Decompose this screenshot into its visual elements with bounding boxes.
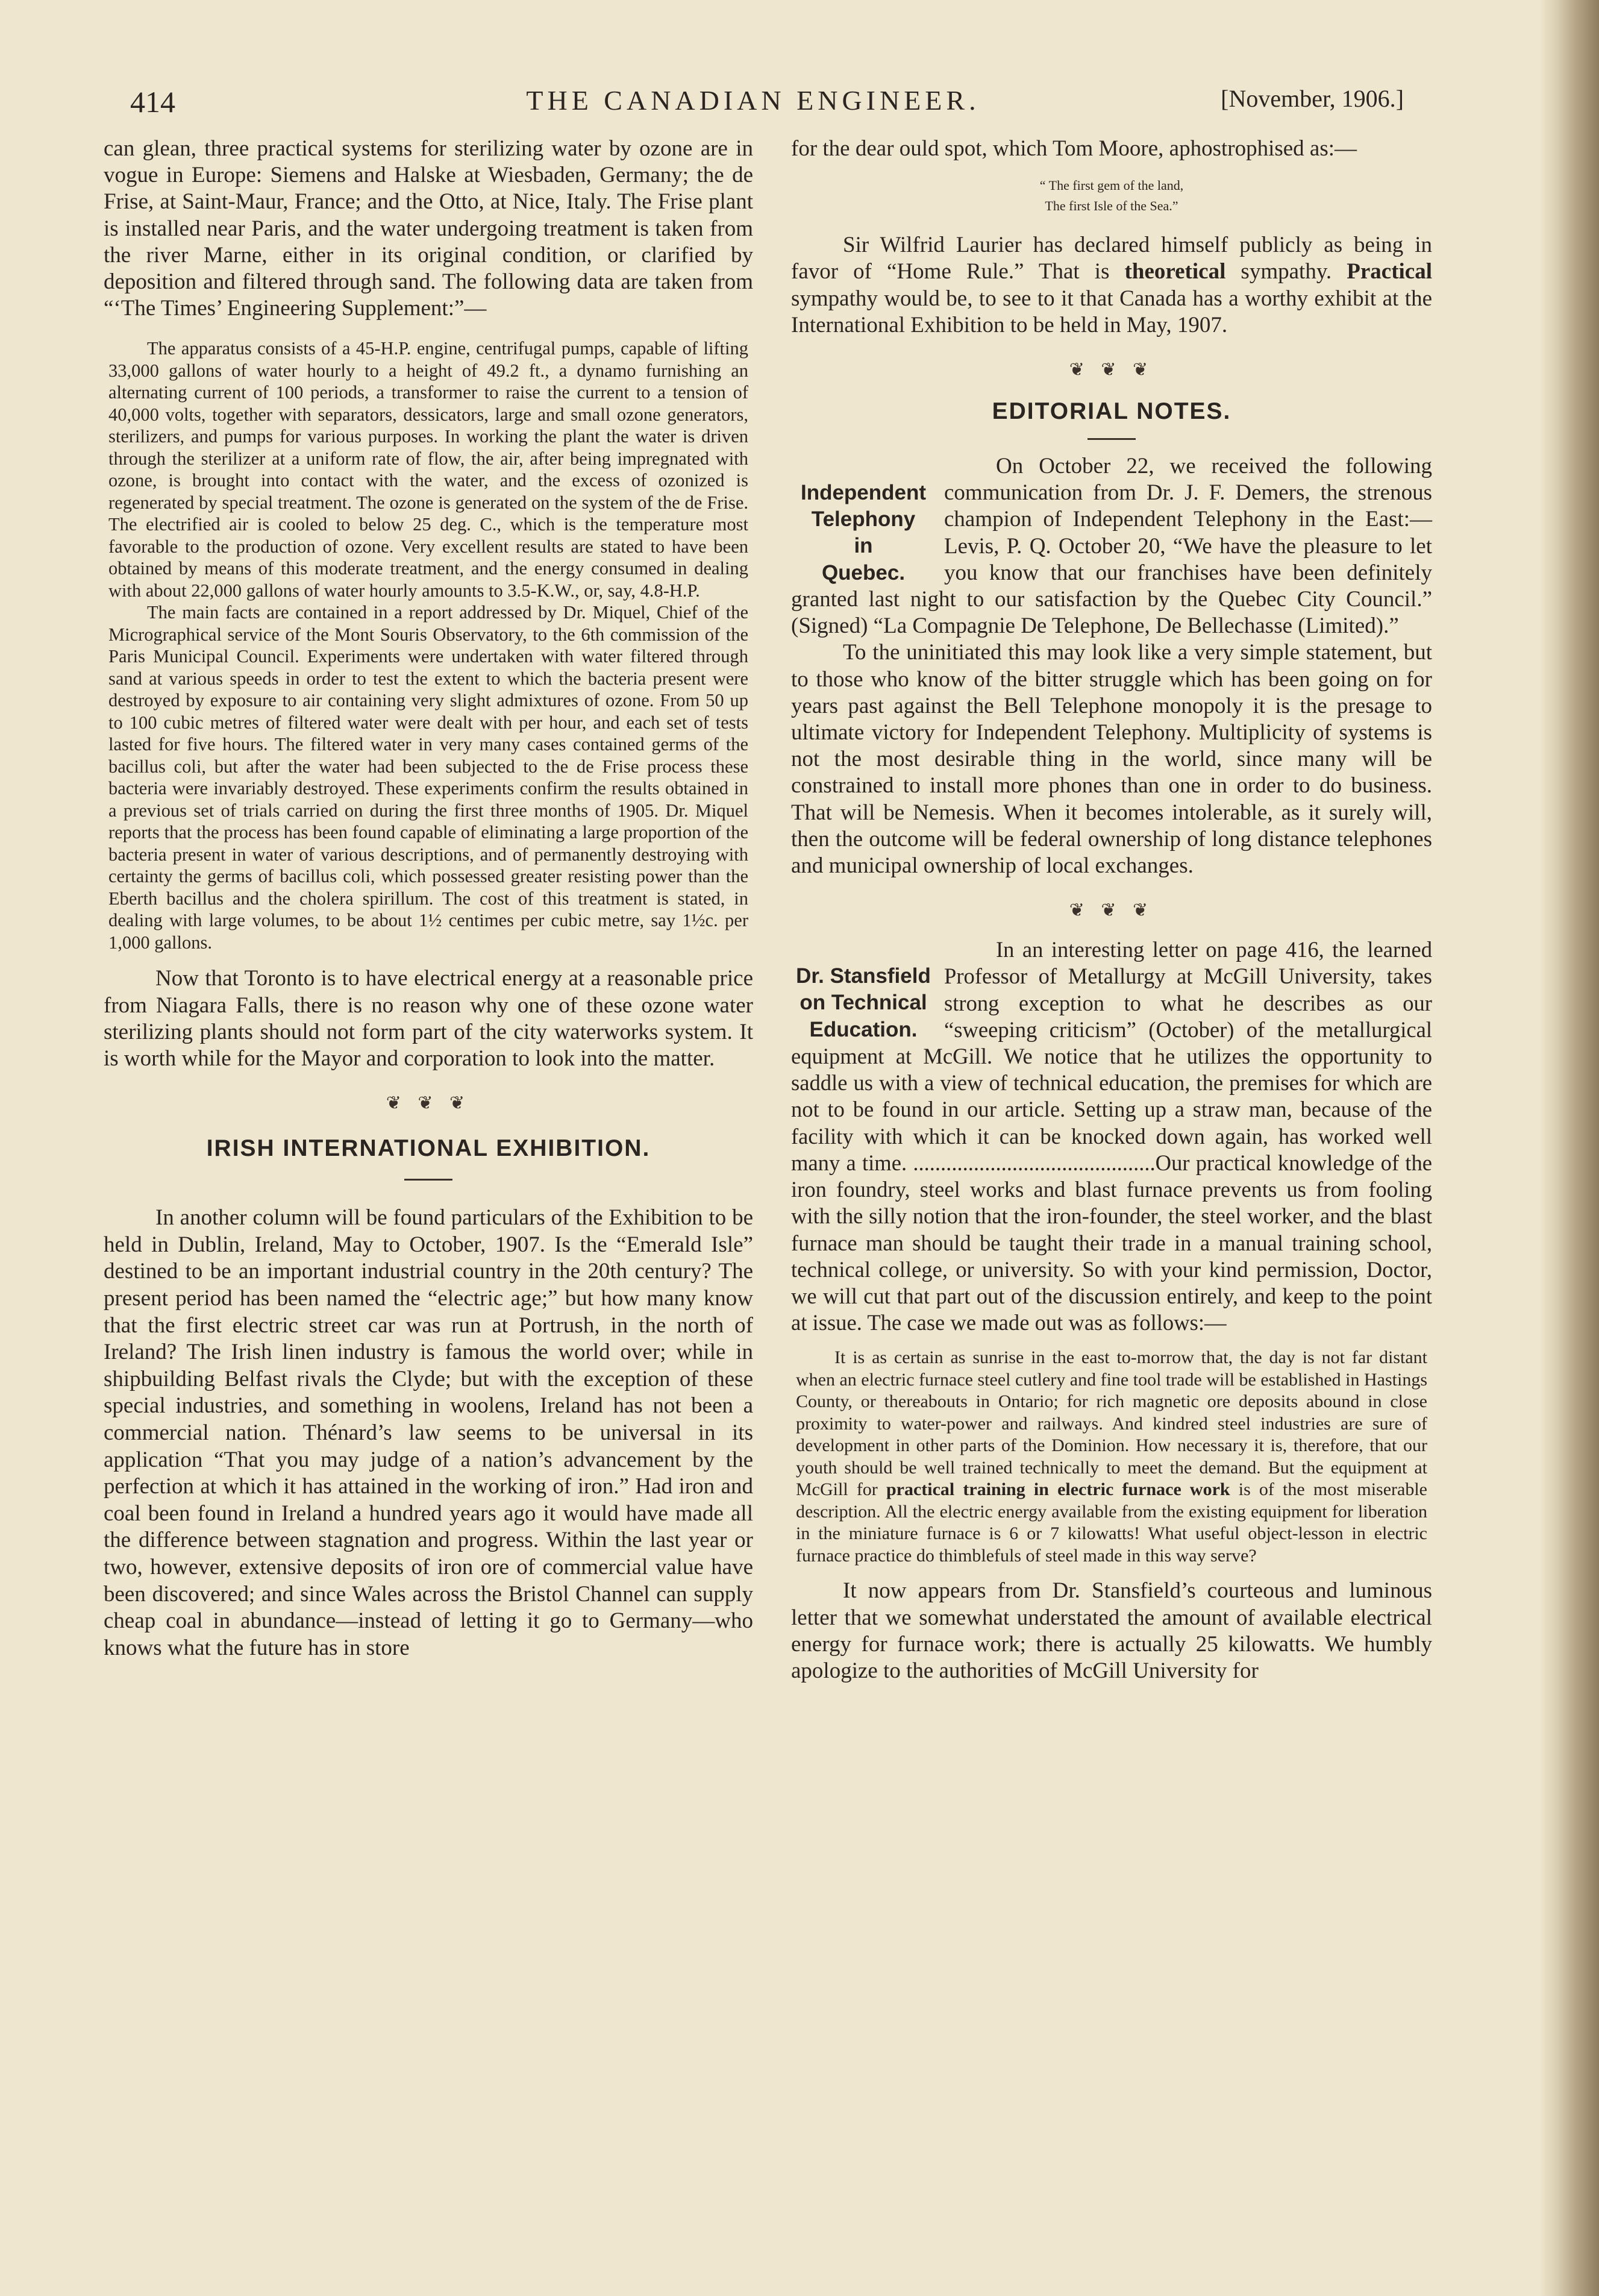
apology-paragraph: It now appears from Dr. Stansfield’s courteous and luminous letter that we somewhat understated the amount of available electrical energy for furnace work; there is actually 25 kilowatts. We humbly apologize to the authorities of McGill University for: [791, 1578, 1432, 1683]
continuation-paragraph: for the dear ould spot, which Tom Moore, aphostrophised as:—: [791, 136, 1357, 161]
poem-quote: [791, 175, 1432, 216]
irish-exhibition-heading: IRISH INTERNATIONAL EXHIBITION.: [206, 1135, 651, 1162]
poem-line: The first Isle of the Sea.”: [1045, 198, 1178, 214]
page-gutter-shadow: [1539, 0, 1599, 2296]
telephony-paragraph: On October 22, we received the following communication from Dr. J. F. Demers, the strenous champion of Independent Telephony in the East:—Levis, P. Q. October 20, “We have the pleasure to let you know that our franchises have been definitely granted last night to our satisfaction by the Quebec City Council.” (Signed) “La Compagnie De Telephone, De Bellechasse (Limited).”: [791, 454, 1432, 639]
ozone-quote-miquel: The main facts are contained in a report addressed by Dr. Miquel, Chief of the Micrographical service of the Mont Souris Observatory, to the 6th commission of the Paris Municipal Council. Experiments were undertaken with water filtered through sand at various speeds in order to test the extent to which the bacteria present were destroyed by exposure to air containing very slight admixtures of ozone. From 50 up to 100 cubic metres of filtered water were dealt with per hour, and each set of tests lasted for five hours. The filtered water in very many cases contained germs of the bacillus coli, but after the water had been subjected to the de Frise process these bacteria were invariably destroyed. These experiments confirm the results obtained in a previous set of trials carried on during the first three months of 1905. Dr. Miquel reports that the process has been found capable of eliminating a large proportion of the bacteria present in water of various descriptions, and of permanently destroying with certainty the germs of bacillus coli, which possessed greater resisting power than the Eberth bacillus and the cholera spirillum. The cost of this treatment is stated, in dealing with large volumes, to be about 1½ centimes per cubic metre, say 1½c. per 1,000 gallons.: [108, 602, 748, 953]
issue-date: [November, 1906.]: [1221, 85, 1404, 112]
section-ornament: ❦ ❦ ❦: [1069, 360, 1154, 380]
stansfield-paragraph: In an interesting letter on page 416, the learned Professor of Metallurgy at McGill University, takes strong exception to what he describes as our “sweeping criticism” (October) of the metallurgical equipment at McGill. We notice that he utilizes the opportunity to saddle us with a view of technical education, the premises for which are not to be found in our article. Setting up a straw man, because of the facility with which it can be knocked down again, has worked well many a time. ............................................Our practical knowledge of the iron foundry, steel works and blast furnace prevents us from fooling with the silly notion that the iron-founder, the steel worker, and the blast furnace man should be taught their trade in a manual training school, technical college, or university. So with your kind permission, Doctor, we will cut that part out of the discussion entirely, and keep to the point at issue. The case we made out was as follows:—: [791, 937, 1432, 1335]
side-heading-stansfield: Dr. Stansfield on Technical Education.: [796, 964, 931, 1041]
section-ornament: ❦ ❦ ❦: [386, 1093, 471, 1114]
left-column: [104, 136, 753, 1661]
poem-line: “ The first gem of the land,: [1039, 178, 1184, 193]
page-header: [102, 78, 1404, 121]
ozone-quote-apparatus: The apparatus consists of a 45-H.P. engine, centrifugal pumps, capable of lifting 33,000 gallons of water hourly to a height of 49.2 ft., a dynamo furnishing an alternating current of 100 periods, a transformer to raise the current to a tension of 40,000 volts, together with separators, dessicators, large and small ozone generators, sterilizers, and pumps for various purposes. In working the plant the water is driven through the sterilizer at a uniform rate of flow, the air, after being impregnated with ozone, is brought into contact with the water, and the excess of ozonized is regenerated by special treatment. The ozone is generated on the system of the de Frise. The electrified air is cooled to below 25 deg. C., which is the temperature most favorable to the production of ozone. Very excellent results are stated to have been obtained by means of this moderate treatment, and the energy consumed in dealing with about 22,000 gallons of water hourly amounts to 3.5-K.W., or, say, 4.8-H.P.: [108, 338, 748, 601]
uninitiated-paragraph: To the uninitiated this may look like a very simple statement, but to those who know of the bitter struggle which has been going on for years past against the Bell Telephone monopoly it is the presage to ultimate victory for Independent Telephony. Multiplicity of systems is not the most desirable thing in the world, since many will be constrained to install more phones than one in order to do business. That will be Nemesis. When it becomes intolerable, as it surely will, then the outcome will be federal ownership of long distance telephones and municipal ownership of local exchanges.: [791, 640, 1432, 879]
editorial-notes-heading: EDITORIAL NOTES.: [992, 398, 1231, 425]
page-number: 414: [130, 85, 175, 119]
irish-exhibition-paragraph: In another column will be found particulars of the Exhibition to be held in Dublin, Ireland, May to October, 1907. Is the “Emerald Isle” destined to be an important industrial country in the 20th century? The present period has been named the “electric age;” but how many know that the first electric street car was run at Portrush, in the north of Ireland? The Irish linen industry is famous the world over; while in shipbuilding Belfast rivals the Clyde; but with the exception of these special industries, and something in woolens, Ireland has not been a commercial nation. Thénard’s law seems to be universal in its application “That you may judge of a nation’s advancement by the perfection at which it has attained in the working of iron.” Had iron and coal been found in Ireland a hundred years ago it would have made all the difference between stagnation and progress. Within the last year or two, however, extensive deposits of iron ore of commercial value have been discovered; and since Wales across the Bristol Channel can supply cheap coal in abundance—instead of letting it go to Germany—who knows what the future has in store: [104, 1205, 753, 1660]
laurier-paragraph: Sir Wilfrid Laurier has declared himself publicly as being in favor of “Home Rule.” That is theoretical sympathy. Practical sympathy would be, to see to it that Canada has a worthy exhibit at the International Exhibition to be held in May, 1907.: [791, 233, 1432, 337]
technical-education-quote: It is as certain as sunrise in the east to-morrow that, the day is not far distant when an electric furnace steel cutlery and fine tool trade will be established in Hastings County, or thereabouts in Ontario; for rich magnetic ore deposits abound in close proximity to water-power and railways. And kindred steel industries are sure of development in other parts of the Dominion. How necessary it is, therefore, that our youth should be well trained technically to meet the demand. But the equipment at McGill for practical training in electric furnace work is of the most miserable description. All the electric energy available from the existing equipment for liberation in the miniature furnace is 6 or 7 kilowatts! What useful object-lesson in electric furnace practice do thimblefuls of steel made in this way serve?: [796, 1347, 1427, 1566]
right-column: [791, 136, 1432, 1684]
ozone-paragraph: can glean, three practical systems for sterilizing water by ozone are in vogue in Europe: Siemens and Halske at Wiesbaden, Germany; the de Frise, at Saint-Maur, France; and the Otto, at Nice, Italy. The Frise plant is installed near Paris, and the water undergoing treatment is taken from the river Marne, either in its original condition, or clarified by deposition and filtered through sand. The following data are taken from “‘The Times’ Engineering Supplement:”—: [104, 136, 753, 321]
stansfield-note: [791, 936, 1432, 1336]
section-ornament: ❦ ❦ ❦: [1069, 900, 1154, 921]
journal-title: THE CANADIAN ENGINEER.: [526, 85, 980, 116]
toronto-paragraph: Now that Toronto is to have electrical energy at a reasonable price from Niagara Falls, there is no reason why one of these ozone water sterilizing plants should not form part of the city waterworks system. It is worth while for the Mayor and corporation to look into the matter.: [104, 966, 753, 1071]
side-heading-telephony: Independent Telephony in Quebec.: [800, 481, 927, 585]
telephony-note: [791, 453, 1432, 639]
